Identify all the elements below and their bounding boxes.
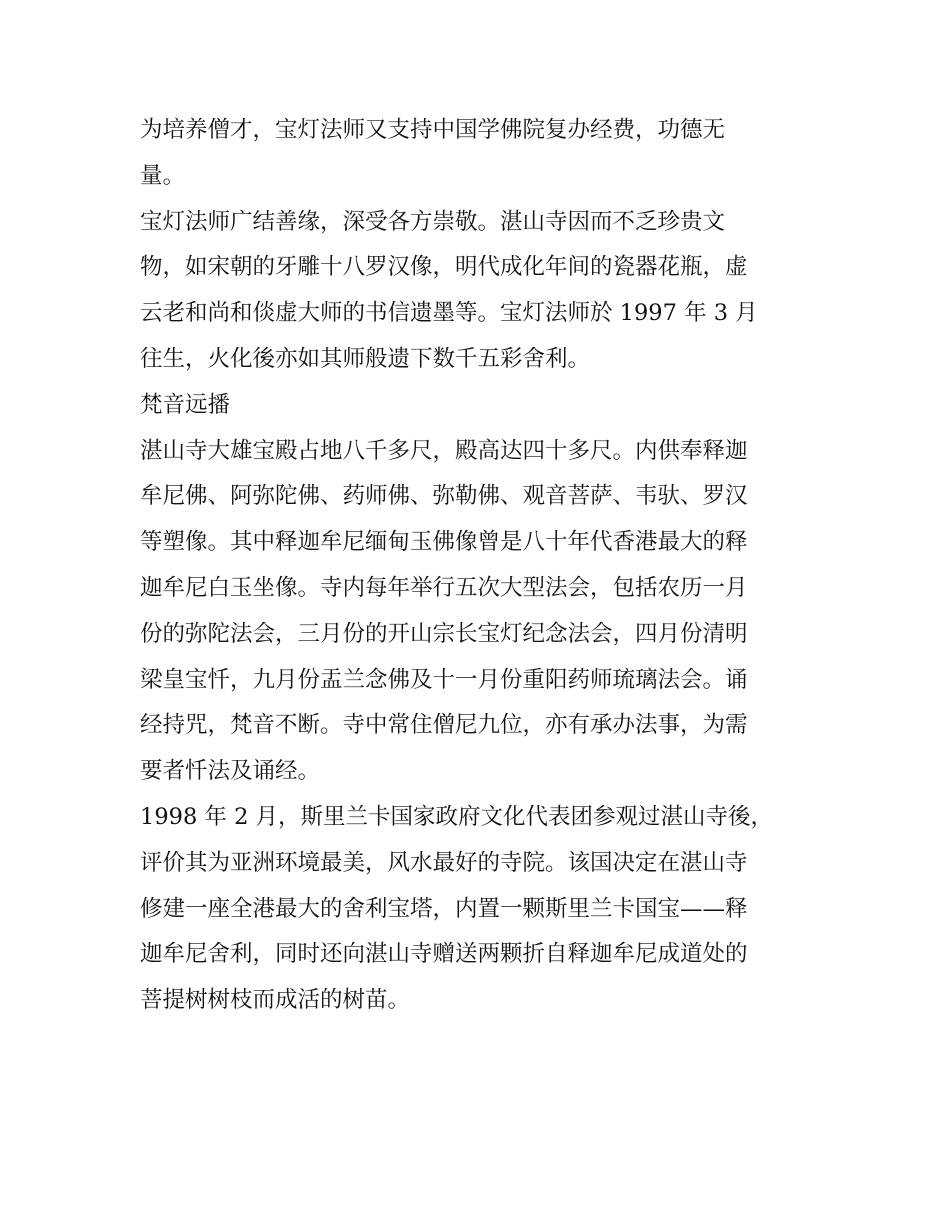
paragraph-relics [140,200,830,383]
text-line: 梁皇宝忏，九月份盂兰念佛及十一月份重阳药师琉璃法会。诵 [140,666,748,693]
text-line: 修建一座全港最大的舍利宝塔，内置一颗斯里兰卡国宝——释 [140,895,748,922]
text-line: 经持咒，梵音不断。寺中常住僧尼九位，亦有承办法事，为需 [140,712,748,739]
text-line: 1998 年 2 月，斯里兰卡国家政府文化代表团参观过湛山寺後， [140,803,774,830]
text-line: 要者忏法及诵经。 [140,758,321,785]
text-line: 牟尼佛、阿弥陀佛、药师佛、弥勒佛、观音菩萨、韦驮、罗汉 [140,483,748,510]
heading-text: 梵音远播 [140,391,231,418]
text-line: 往生，火化後亦如其师般遗下数千五彩舍利。 [140,345,591,372]
paragraph-main-hall [140,429,830,795]
paragraph-sri-lanka-delegation [140,795,830,1024]
paragraph-training-monks [140,108,830,200]
text-line: 为培养僧才，宝灯法师又支持中国学佛院复办经费，功德无 [140,117,726,143]
document-page [140,108,830,1024]
text-line: 物，如宋朝的牙雕十八罗汉像，明代成化年间的瓷器花瓶，虚 [140,254,748,281]
text-line: 宝灯法师广结善缘，深受各方崇敬。湛山寺因而不乏珍贵文 [140,208,726,235]
text-line: 迦牟尼白玉坐像。寺内每年举行五次大型法会，包括农历一月 [140,574,748,601]
text-line: 迦牟尼舍利，同时还向湛山寺赠送两颗折自释迦牟尼成道处的 [140,941,748,968]
text-line: 菩提树树枝而成活的树苗。 [140,987,411,1014]
text-line: 等塑像。其中释迦牟尼缅甸玉佛像曾是八十年代香港最大的释 [140,529,748,556]
text-line: 份的弥陀法会，三月份的开山宗长宝灯纪念法会，四月份清明 [140,620,748,647]
section-heading [140,383,830,429]
text-line: 量。 [140,162,186,189]
text-line: 湛山寺大雄宝殿占地八千多尺，殿高达四十多尺。内供奉释迦 [140,437,748,464]
text-line: 评价其为亚洲环境最美，风水最好的寺院。该国决定在湛山寺 [140,849,748,876]
text-line: 云老和尚和倓虚大师的书信遗墨等。宝灯法师於 1997 年 3 月 [140,300,758,327]
